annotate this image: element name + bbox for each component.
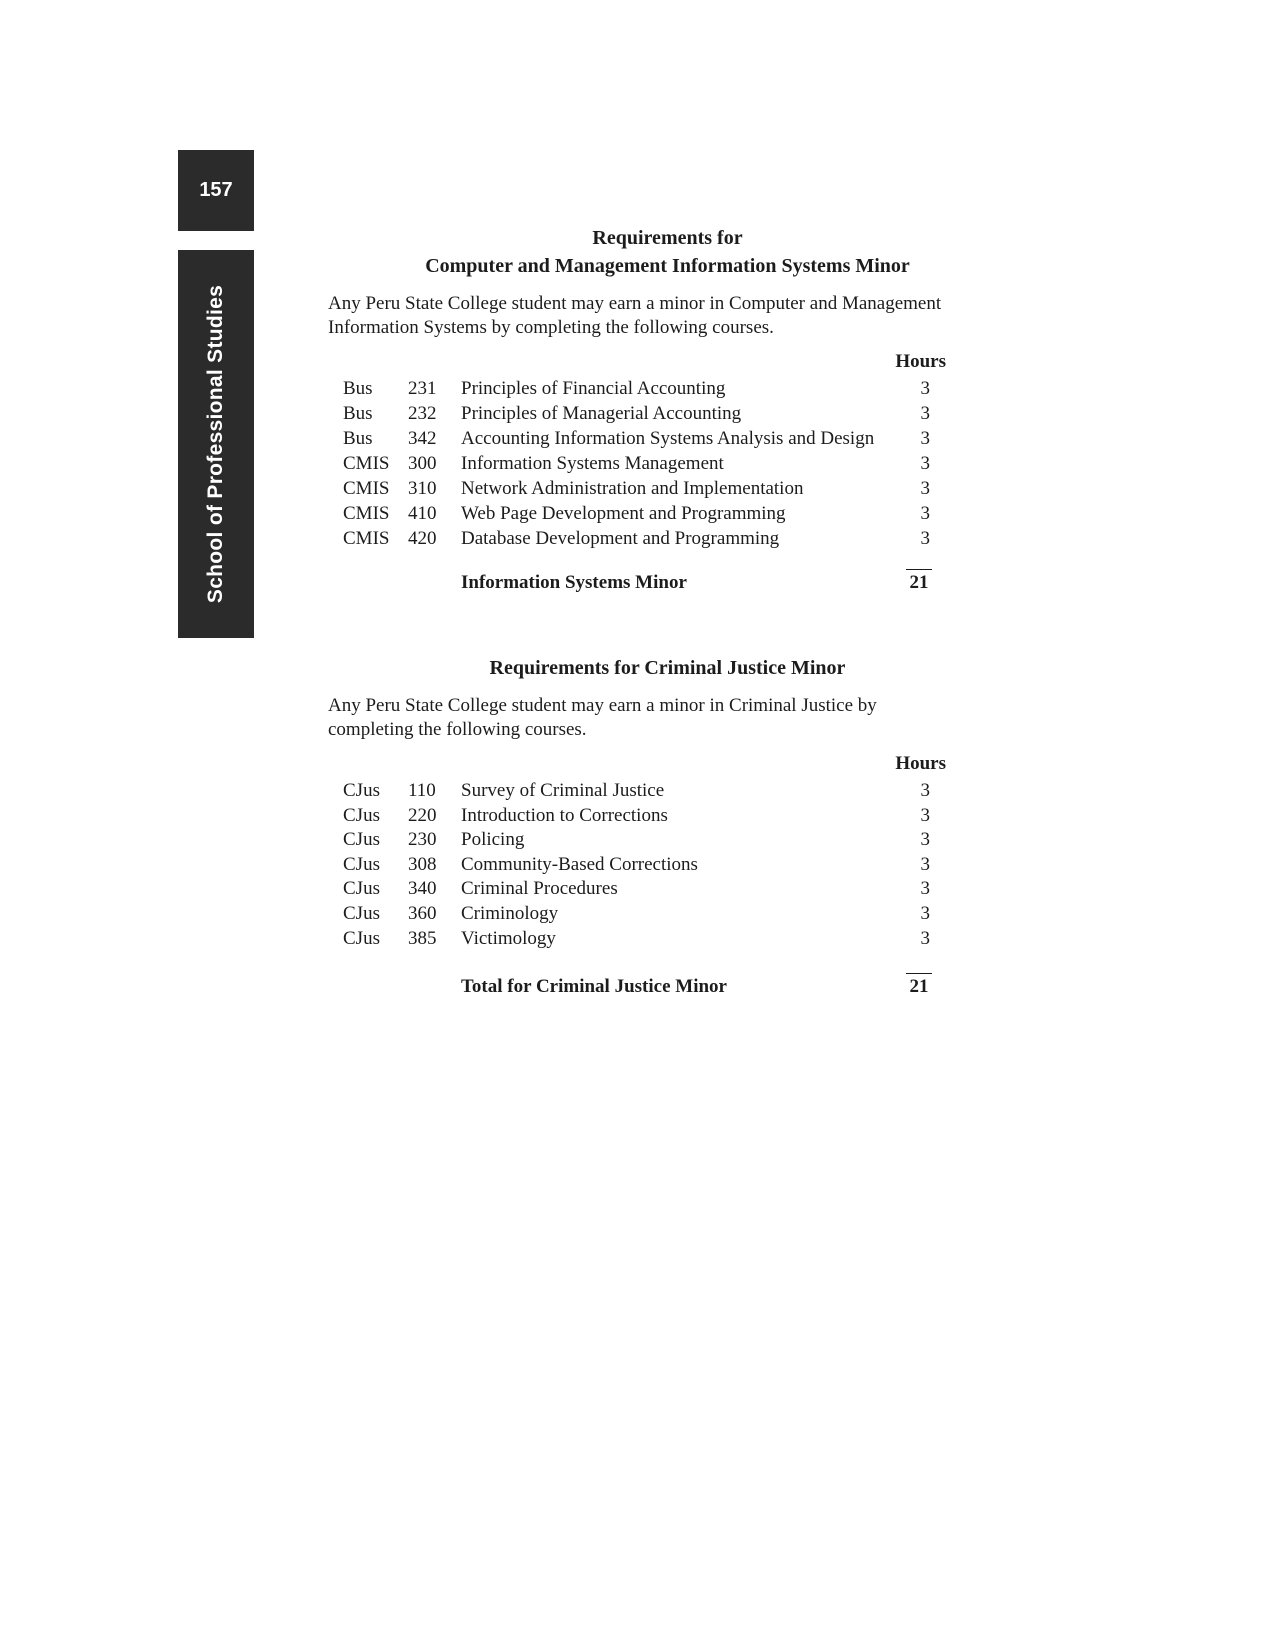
- cmis-hours-header: Hours: [895, 351, 946, 372]
- course-dept: CJus: [343, 804, 380, 826]
- course-name: Criminal Procedures: [461, 878, 618, 900]
- course-dept: CJus: [343, 780, 380, 801]
- page-number: 157: [199, 179, 233, 201]
- course-name: Victimology: [461, 927, 556, 949]
- course-name: Policing: [461, 829, 525, 851]
- course-dept: CMIS: [343, 528, 390, 549]
- course-name: Community-Based Corrections: [461, 853, 698, 875]
- course-dept: CJus: [343, 878, 380, 900]
- course-hours: 3: [920, 403, 930, 424]
- course-hours: 3: [920, 453, 930, 474]
- cjus-hours-header: Hours: [895, 753, 946, 774]
- course-number: 420: [408, 528, 437, 549]
- course-number: 410: [408, 503, 437, 524]
- cmis-title-line1: Requirements for: [592, 227, 743, 249]
- course-hours: 3: [920, 829, 930, 851]
- course-number: 231: [408, 378, 437, 399]
- cmis-intro: Any Peru State College student may earn a minor in Computer and Management Information Systems by completing the following courses.: [328, 293, 942, 338]
- cjus-intro: Any Peru State College student may earn a minor in Criminal Justice by completing the following courses.: [328, 695, 877, 740]
- course-hours: 3: [920, 428, 930, 449]
- course-hours: 3: [920, 903, 930, 924]
- course-number: 308: [408, 853, 437, 875]
- course-name: Introduction to Corrections: [461, 804, 668, 826]
- cmis-total-hours: 21: [906, 569, 932, 592]
- course-name: Principles of Managerial Accounting: [461, 403, 742, 424]
- course-dept: CMIS: [343, 478, 390, 499]
- course-hours: 3: [920, 878, 930, 900]
- course-hours: 3: [920, 927, 930, 949]
- page-number-tab: [178, 150, 254, 231]
- course-hours: 3: [920, 528, 930, 549]
- cjus-title: Requirements for Criminal Justice Minor: [489, 657, 846, 679]
- section-tab: [178, 250, 254, 638]
- course-number: 340: [408, 878, 437, 900]
- course-number: 342: [408, 428, 437, 449]
- course-name: Criminology: [461, 903, 559, 924]
- course-dept: CMIS: [343, 453, 390, 474]
- course-number: 310: [408, 478, 437, 499]
- course-hours: 3: [920, 478, 930, 499]
- course-hours: 3: [920, 503, 930, 524]
- course-hours: 3: [920, 780, 930, 801]
- course-name: Survey of Criminal Justice: [461, 780, 665, 801]
- course-number: 110: [408, 780, 436, 801]
- cjus-total-label: Total for Criminal Justice Minor: [461, 976, 727, 997]
- course-dept: CJus: [343, 853, 380, 875]
- course-name: Web Page Development and Programming: [461, 503, 786, 524]
- course-name: Network Administration and Implementation: [461, 478, 804, 499]
- course-number: 220: [408, 804, 437, 826]
- course-dept: CJus: [343, 903, 380, 924]
- course-name: Principles of Financial Accounting: [461, 378, 726, 399]
- cmis-title-line2: Computer and Management Information Systems Minor: [425, 255, 910, 277]
- course-dept: CJus: [343, 829, 380, 851]
- course-name: Database Development and Programming: [461, 528, 780, 549]
- course-name: Accounting Information Systems Analysis and Design: [461, 428, 875, 449]
- course-dept: Bus: [343, 403, 373, 424]
- section-label: School of Professional Studies: [204, 284, 227, 604]
- course-number: 232: [408, 403, 437, 424]
- course-dept: CMIS: [343, 503, 390, 524]
- course-dept: Bus: [343, 428, 373, 449]
- course-hours: 3: [920, 378, 930, 399]
- cmis-total-label: Information Systems Minor: [461, 572, 687, 593]
- course-number: 300: [408, 453, 437, 474]
- course-number: 230: [408, 829, 437, 851]
- course-name: Information Systems Management: [461, 453, 724, 474]
- course-dept: Bus: [343, 378, 373, 399]
- course-number: 360: [408, 903, 437, 924]
- course-dept: CJus: [343, 927, 380, 949]
- course-hours: 3: [920, 804, 930, 826]
- cjus-total-hours: 21: [906, 973, 932, 996]
- course-hours: 3: [920, 853, 930, 875]
- course-number: 385: [408, 927, 437, 949]
